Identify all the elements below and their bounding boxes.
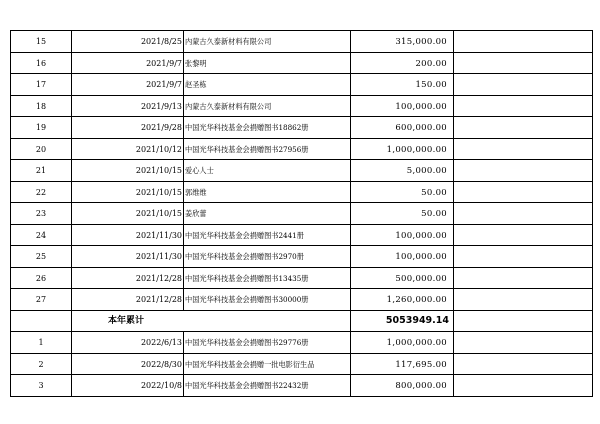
row-index: 27 xyxy=(11,289,72,311)
row-index: 3 xyxy=(11,375,72,397)
row-date: 2022/8/30 xyxy=(72,353,184,375)
row-index: 26 xyxy=(11,267,72,289)
row-date: 2021/10/15 xyxy=(72,203,184,225)
row-amount: 315,000.00 xyxy=(351,31,454,53)
row-index: 21 xyxy=(11,160,72,182)
row-date: 2021/9/28 xyxy=(72,117,184,139)
row-index: 20 xyxy=(11,138,72,160)
ledger-row xyxy=(11,181,593,203)
ledger-row xyxy=(11,332,593,354)
row-index: 16 xyxy=(11,52,72,74)
row-amount: 5,000.00 xyxy=(351,160,454,182)
row-note xyxy=(454,74,593,96)
row-note xyxy=(454,138,593,160)
row-amount: 600,000.00 xyxy=(351,117,454,139)
row-index: 18 xyxy=(11,95,72,117)
row-donor: 中国光华科技基金会捐赠图书22432册 xyxy=(184,375,351,397)
row-donor: 张黎明 xyxy=(184,52,351,74)
row-note xyxy=(454,332,593,354)
row-index: 15 xyxy=(11,31,72,53)
row-donor: 爱心人士 xyxy=(184,160,351,182)
row-donor: 姜欣蕾 xyxy=(184,203,351,225)
row-note xyxy=(454,246,593,268)
row-amount: 1,260,000.00 xyxy=(351,289,454,311)
row-donor: 郭维维 xyxy=(184,181,351,203)
ledger-rows-2022 xyxy=(11,332,593,397)
row-date: 2022/6/13 xyxy=(72,332,184,354)
row-donor: 中国光华科技基金会捐赠图书13435册 xyxy=(184,267,351,289)
ledger-rows-2021 xyxy=(11,31,593,311)
row-note xyxy=(454,181,593,203)
summary-blank-cell xyxy=(11,310,72,332)
row-note xyxy=(454,375,593,397)
row-amount: 100,000.00 xyxy=(351,224,454,246)
summary-blank-cell xyxy=(454,310,593,332)
row-amount: 50.00 xyxy=(351,203,454,225)
ledger-row xyxy=(11,95,593,117)
row-date: 2021/10/15 xyxy=(72,160,184,182)
row-amount: 200.00 xyxy=(351,52,454,74)
row-date: 2021/11/30 xyxy=(72,224,184,246)
row-date: 2021/10/12 xyxy=(72,138,184,160)
row-donor: 中国光华科技基金会捐赠一批电影衍生品 xyxy=(184,353,351,375)
ledger-row xyxy=(11,375,593,397)
row-note xyxy=(454,353,593,375)
row-index: 17 xyxy=(11,74,72,96)
ledger-row xyxy=(11,74,593,96)
row-date: 2021/12/28 xyxy=(72,289,184,311)
row-note xyxy=(454,95,593,117)
ledger-row xyxy=(11,160,593,182)
ledger-row xyxy=(11,138,593,160)
ledger-row xyxy=(11,31,593,53)
annual-total-amount: 5053949.14 xyxy=(351,310,454,332)
row-donor: 中国光华科技基金会捐赠图书2441册 xyxy=(184,224,351,246)
ledger-row xyxy=(11,353,593,375)
row-date: 2021/12/28 xyxy=(72,267,184,289)
row-index: 2 xyxy=(11,353,72,375)
ledger-row xyxy=(11,203,593,225)
row-index: 19 xyxy=(11,117,72,139)
row-date: 2021/9/7 xyxy=(72,74,184,96)
row-date: 2021/8/25 xyxy=(72,31,184,53)
row-date: 2022/10/8 xyxy=(72,375,184,397)
row-amount: 500,000.00 xyxy=(351,267,454,289)
row-index: 23 xyxy=(11,203,72,225)
row-note xyxy=(454,31,593,53)
row-donor: 中国光华科技基金会捐赠图书30000册 xyxy=(184,289,351,311)
row-amount: 1,000,000.00 xyxy=(351,138,454,160)
row-note xyxy=(454,203,593,225)
row-donor: 中国光华科技基金会捐赠图书18862册 xyxy=(184,117,351,139)
row-amount: 100,000.00 xyxy=(351,246,454,268)
row-index: 24 xyxy=(11,224,72,246)
row-index: 25 xyxy=(11,246,72,268)
annual-total-label: 本年累计 xyxy=(72,310,351,332)
row-note xyxy=(454,224,593,246)
ledger-row xyxy=(11,224,593,246)
ledger-row xyxy=(11,289,593,311)
row-donor: 赵圣栋 xyxy=(184,74,351,96)
donation-ledger-table xyxy=(10,30,593,397)
row-date: 2021/9/7 xyxy=(72,52,184,74)
row-donor: 中国光华科技基金会捐赠图书2970册 xyxy=(184,246,351,268)
row-note xyxy=(454,267,593,289)
row-amount: 150.00 xyxy=(351,74,454,96)
ledger-row xyxy=(11,117,593,139)
row-date: 2021/9/13 xyxy=(72,95,184,117)
ledger-row xyxy=(11,267,593,289)
row-amount: 1,000,000.00 xyxy=(351,332,454,354)
row-amount: 117,695.00 xyxy=(351,353,454,375)
row-donor: 内蒙古久泰新材料有限公司 xyxy=(184,31,351,53)
ledger-row xyxy=(11,246,593,268)
row-note xyxy=(454,160,593,182)
row-date: 2021/10/15 xyxy=(72,181,184,203)
row-index: 22 xyxy=(11,181,72,203)
row-donor: 内蒙古久泰新材料有限公司 xyxy=(184,95,351,117)
row-amount: 50.00 xyxy=(351,181,454,203)
row-note xyxy=(454,289,593,311)
row-index: 1 xyxy=(11,332,72,354)
row-note xyxy=(454,117,593,139)
row-donor: 中国光华科技基金会捐赠图书29776册 xyxy=(184,332,351,354)
ledger-row xyxy=(11,52,593,74)
row-amount: 100,000.00 xyxy=(351,95,454,117)
row-donor: 中国光华科技基金会捐赠图书27956册 xyxy=(184,138,351,160)
row-note xyxy=(454,52,593,74)
row-amount: 800,000.00 xyxy=(351,375,454,397)
annual-total-row xyxy=(11,310,593,332)
row-date: 2021/11/30 xyxy=(72,246,184,268)
